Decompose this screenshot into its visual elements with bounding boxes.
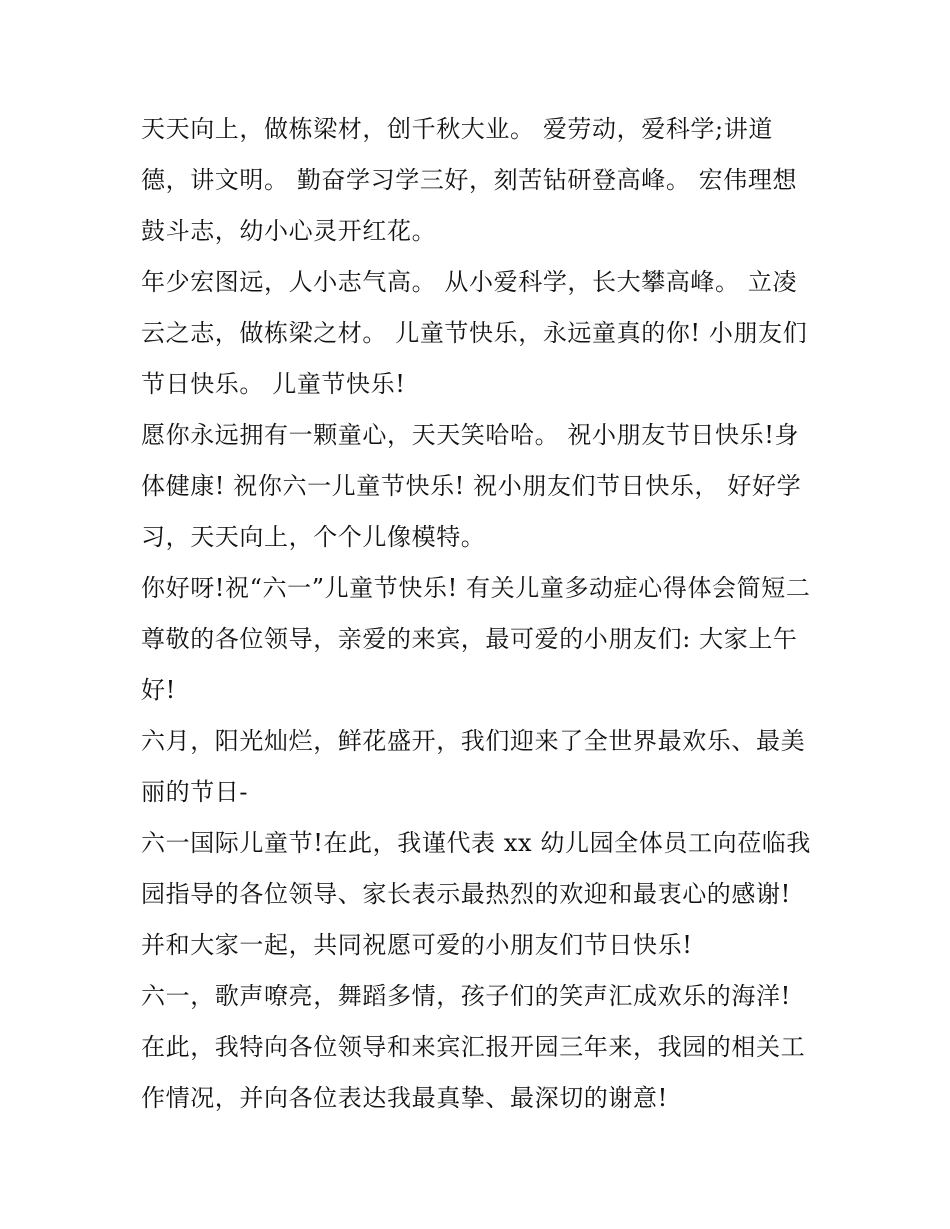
text-line-9: 习，天天向上，个个儿像模特。 [141, 523, 486, 551]
text-line-5: 云之志，做栋梁之材。 儿童节快乐，永远童真的你! 小朋友们 [141, 319, 808, 347]
text-line-8: 体健康! 祝你六一儿童节快乐! 祝小朋友们节日快乐， 好好学 [141, 472, 802, 500]
text-line-11: 尊敬的各位领导，亲爱的来宾，最可爱的小朋友们: 大家上午 [141, 625, 798, 653]
text-line-1: 天天向上，做栋梁材，创千秋大业。 爱劳动，爱科学;讲道 [141, 115, 773, 143]
text-line-4: 年少宏图远，人小志气高。 从小爱科学，长大攀高峰。 立凌 [141, 268, 798, 296]
text-line-19: 在此，我特向各位领导和来宾汇报开园三年来，我园的相关工 [141, 1033, 806, 1061]
text-line-12: 好! [141, 676, 176, 704]
text-line-18: 六一，歌声嘹亮，舞蹈多情，孩子们的笑声汇成欢乐的海洋! [141, 982, 791, 1010]
text-line-16: 园指导的各位领导、家长表示最热烈的欢迎和最衷心的感谢! [141, 880, 791, 908]
text-line-20: 作情况，并向各位表达我最真挚、最深切的谢意! [141, 1084, 668, 1112]
text-line-3: 鼓斗志，幼小心灵开红花。 [141, 217, 437, 245]
text-line-14: 丽的节日- [141, 778, 249, 806]
text-line-6: 节日快乐。 儿童节快乐! [141, 370, 406, 398]
text-line-7: 愿你永远拥有一颗童心，天天笑哈哈。 祝小朋友节日快乐!身 [141, 421, 800, 449]
text-line-13: 六月，阳光灿烂，鲜花盛开，我们迎来了全世界最欢乐、最美 [141, 727, 806, 755]
text-line-2: 德，讲文明。 勤奋学习学三好，刻苦钻研登高峰。 宏伟理想 [141, 166, 798, 194]
text-line-10: 你好呀!祝“六一”儿童节快乐! 有关儿童多动症心得体会简短二 [141, 574, 811, 602]
document-body [141, 104, 821, 1124]
text-line-17: 并和大家一起，共同祝愿可爱的小朋友们节日快乐! [141, 931, 693, 959]
text-line-15: 六一国际儿童节!在此，我谨代表 xx 幼儿园全体员工向莅临我 [141, 829, 811, 857]
